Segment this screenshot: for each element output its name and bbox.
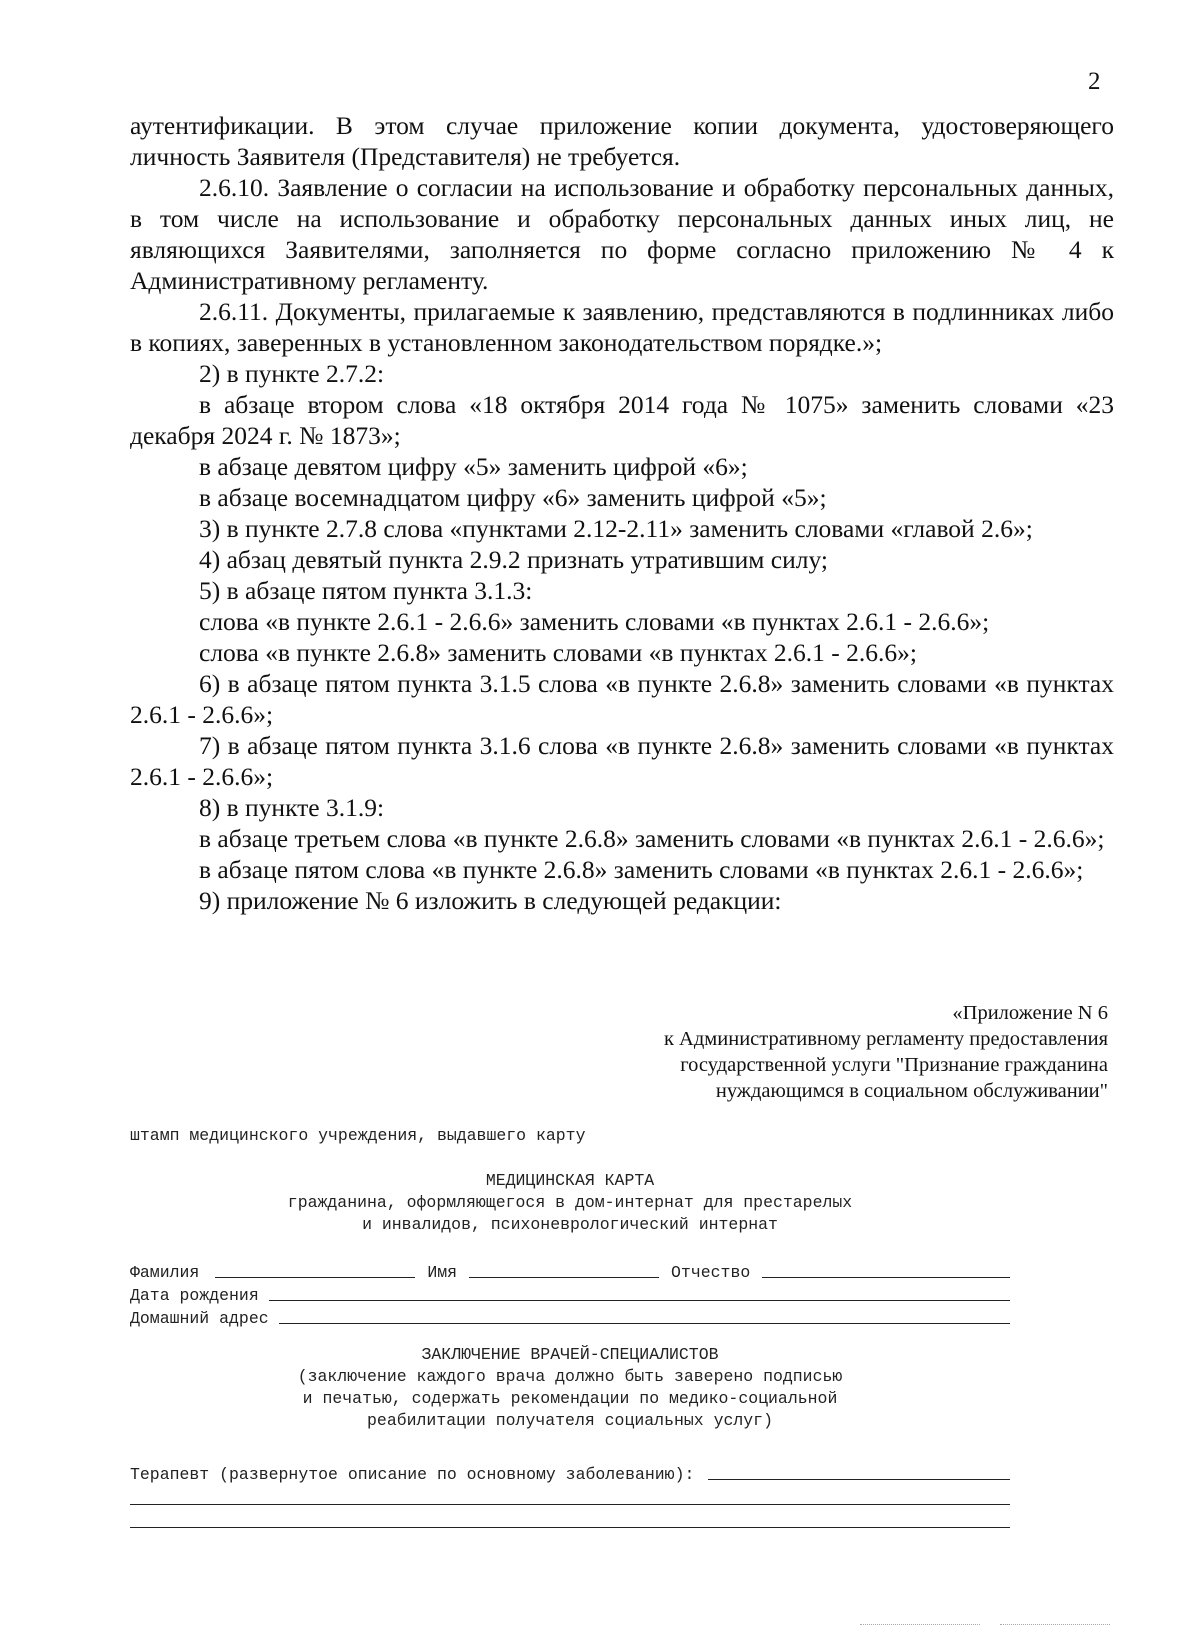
- name-field[interactable]: [469, 1261, 659, 1278]
- appendix-line: «Приложение N 6: [952, 1002, 1108, 1024]
- surname-label: Фамилия: [130, 1263, 200, 1282]
- patronymic-field[interactable]: [762, 1261, 1010, 1278]
- page-number: 2: [1088, 68, 1101, 95]
- surname-field[interactable]: [215, 1261, 415, 1278]
- name-row: [130, 1260, 1010, 1282]
- form-subtitle: и инвалидов, психоневрологический интернат: [362, 1215, 778, 1234]
- therapist-label: Терапевт (развернутое описание по основному заболеванию):: [130, 1465, 695, 1484]
- paragraph: 2) в пункте 2.7.2:: [199, 359, 385, 388]
- address-label: Домашний адрес: [130, 1309, 269, 1328]
- paragraph: слова «в пункте 2.6.1 - 2.6.6» заменить словами «в пунктах 2.6.1 - 2.6.6»;: [199, 607, 990, 636]
- conclusion-note: (заключение каждого врача должно быть заверено подписью: [297, 1367, 843, 1386]
- paragraph: в абзаце пятом слова «в пункте 2.6.8» заменить словами «в пунктах 2.6.1 - 2.6.6»;: [199, 855, 1084, 884]
- stamp-label: штамп медицинского учреждения, выдавшего карту: [130, 1126, 586, 1145]
- appendix-header: [588, 1000, 1108, 1104]
- address-field[interactable]: [279, 1307, 1010, 1324]
- therapist-field[interactable]: [708, 1463, 1010, 1480]
- paragraph: 7) в абзаце пятом пункта 3.1.6 слова «в пункте 2.6.8» заменить словами «в пунктах 2.6.1 - 2.6.6»;: [130, 731, 1114, 791]
- appendix-line: нуждающимся в социальном обслуживании": [715, 1080, 1108, 1102]
- therapist-row: [130, 1462, 1010, 1484]
- paragraph: 8) в пункте 3.1.9:: [199, 793, 385, 822]
- birth-field[interactable]: [269, 1284, 1010, 1301]
- paragraph: в абзаце третьем слова «в пункте 2.6.8» заменить словами «в пунктах 2.6.1 - 2.6.6»;: [199, 824, 1105, 853]
- therapist-continuation-line[interactable]: [130, 1504, 1010, 1505]
- paragraph: аутентификации. В этом случае приложение копии документа, удостоверяющего личность Заявителя (Представителя) не требуется.: [130, 111, 1114, 171]
- conclusion-note: и печатью, содержать рекомендации по медико-социальной: [302, 1389, 838, 1408]
- paragraph: в абзаце восемнадцатом цифру «6» заменить цифрой «5»;: [199, 483, 827, 512]
- name-label: Имя: [427, 1263, 458, 1282]
- conclusion-note: реабилитации получателя социальных услуг): [367, 1411, 773, 1430]
- form-title: МЕДИЦИНСКАЯ КАРТА: [485, 1171, 655, 1190]
- paragraph: 9) приложение № 6 изложить в следующей редакции:: [199, 886, 782, 915]
- paragraph: 6) в абзаце пятом пункта 3.1.5 слова «в пункте 2.6.8» заменить словами «в пунктах 2.6.1 - 2.6.6»;: [130, 669, 1114, 729]
- appendix-line: государственной услуги "Признание гражданина: [680, 1054, 1108, 1076]
- conclusion-heading: [130, 1344, 1010, 1432]
- paragraph: слова «в пункте 2.6.8» заменить словами «в пунктах 2.6.1 - 2.6.6»;: [199, 638, 917, 667]
- scan-artifact: [860, 1624, 980, 1627]
- patronymic-label: Отчество: [671, 1263, 751, 1282]
- form-subtitle: гражданина, оформляющегося в дом-интернат для престарелых: [287, 1193, 853, 1212]
- conclusion-title: ЗАКЛЮЧЕНИЕ ВРАЧЕЙ-СПЕЦИАЛИСТОВ: [421, 1345, 719, 1364]
- paragraph: 2.6.11. Документы, прилагаемые к заявлению, представляются в подлинниках либо в копиях, заверенных в установленном законодательством порядке.»;: [130, 297, 1114, 357]
- birth-row: [130, 1283, 1010, 1305]
- address-row: [130, 1306, 1010, 1328]
- paragraph: 2.6.10. Заявление о согласии на использование и обработку персональных данных, в том числе на использование и обработку персональных данных иных лиц, не являющихся Заявителями, заполняется по форме согласно приложению № 4 к Административному регламенту.: [130, 173, 1114, 295]
- paragraph: 3) в пункте 2.7.8 слова «пунктами 2.12-2.11» заменить словами «главой 2.6»;: [199, 514, 1033, 543]
- birth-label: Дата рождения: [130, 1286, 259, 1305]
- therapist-continuation-line[interactable]: [130, 1527, 1010, 1528]
- paragraph: 5) в абзаце пятом пункта 3.1.3:: [199, 576, 533, 605]
- paragraph: в абзаце втором слова «18 октября 2014 года № 1075» заменить словами «23 декабря 2024 г. № 1873»;: [130, 390, 1114, 450]
- paragraph: 4) абзац девятый пункта 2.9.2 признать утратившим силу;: [199, 545, 828, 574]
- amendment-text: [130, 110, 1114, 916]
- scan-artifact: [1000, 1624, 1110, 1627]
- medical-card-heading: [130, 1170, 1010, 1236]
- paragraph: в абзаце девятом цифру «5» заменить цифрой «6»;: [199, 452, 748, 481]
- appendix-line: к Административному регламенту предоставления: [663, 1028, 1108, 1050]
